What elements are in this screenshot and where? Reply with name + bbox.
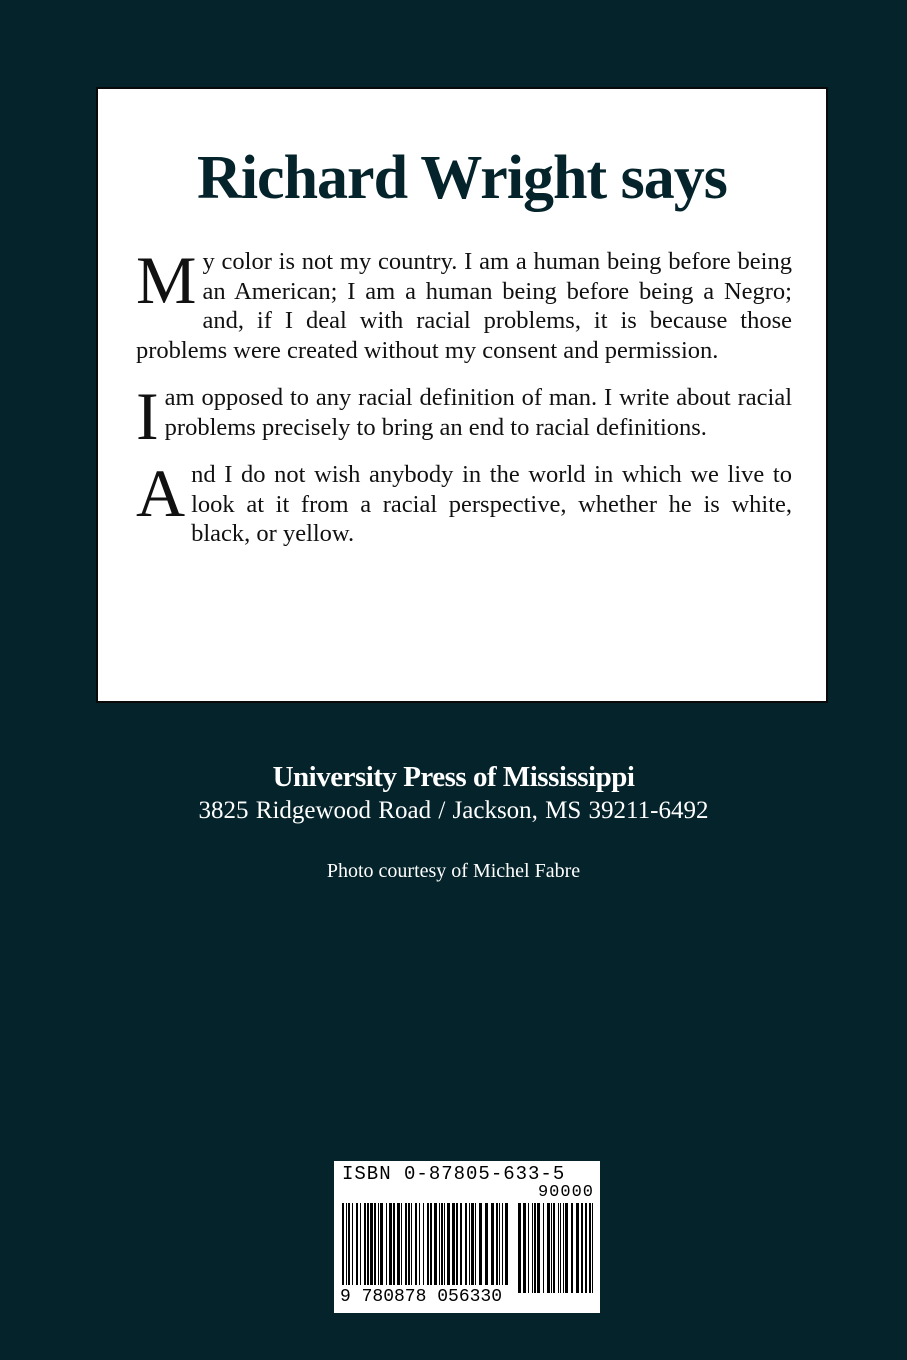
barcode-bar — [393, 1203, 395, 1285]
quote-paragraph-2 — [136, 378, 792, 454]
paragraph-text: am opposed to any racial definition of man. I write about racial problems precisely to bring an end to racial definitions. — [164, 384, 792, 441]
barcode-bar — [465, 1203, 467, 1285]
quote-title: Richard Wright says — [197, 144, 727, 212]
barcode-bar — [441, 1203, 443, 1285]
barcode-bar — [378, 1203, 379, 1285]
addon-barcode-bars — [518, 1203, 594, 1293]
barcode-bar — [485, 1203, 488, 1285]
barcode-bar — [352, 1203, 353, 1285]
dropcap-letter: I — [136, 378, 159, 454]
barcode-bar — [496, 1203, 498, 1285]
price-code-label: 90000 — [537, 1183, 594, 1202]
barcode-bar — [534, 1203, 536, 1293]
barcode-bar — [346, 1203, 347, 1285]
barcode-bar — [415, 1203, 417, 1285]
barcode-bar — [547, 1203, 550, 1293]
barcode-bar — [444, 1203, 445, 1285]
quote-paragraph-1 — [136, 242, 792, 365]
barcode-bar — [560, 1203, 561, 1293]
barcode-bar — [439, 1203, 440, 1285]
barcode-bar — [360, 1203, 361, 1285]
barcode-bar — [592, 1203, 593, 1293]
publisher-block — [0, 760, 907, 827]
barcode-bar — [565, 1203, 568, 1293]
barcode-bar — [589, 1203, 591, 1293]
barcode-bar — [427, 1203, 429, 1285]
paragraph-text: nd I do not wish anybody in the world in which we live to look at it from a racial perspective, whether he is white, black, or yellow. — [191, 461, 792, 547]
quote-paragraph-3 — [136, 455, 792, 549]
barcode-bar — [518, 1203, 521, 1293]
isbn-label: ISBN 0-87805-633-5 — [342, 1163, 566, 1185]
barcode-bar — [342, 1203, 344, 1285]
barcode-bar — [551, 1203, 552, 1293]
barcode-bar — [505, 1203, 508, 1285]
barcode-bar — [452, 1203, 455, 1285]
barcode-bar — [475, 1203, 476, 1285]
ean-barcode-bars — [342, 1203, 510, 1285]
barcode-bar — [563, 1203, 564, 1293]
barcode-bar — [447, 1203, 450, 1285]
ean-digits-label: 9 780878 056330 — [340, 1287, 503, 1307]
barcode-bar — [370, 1203, 373, 1285]
barcode-bar — [380, 1203, 383, 1285]
barcode-bar — [558, 1203, 559, 1293]
barcode-bar — [491, 1203, 494, 1285]
barcode-bar — [571, 1203, 573, 1293]
paragraph-text: y color is not my country. I am a human being before being an American; I am a human being before being a Negro; and, if I deal with racial problems, it is because those problems were created without my consent and permission. — [136, 248, 792, 364]
barcode-bar — [364, 1203, 366, 1285]
barcode-bar — [356, 1203, 358, 1285]
barcode-bar — [581, 1203, 583, 1293]
barcode-bar — [386, 1203, 387, 1285]
barcode-bar — [471, 1203, 474, 1285]
barcode-bar — [543, 1203, 544, 1293]
barcode-bar — [434, 1203, 437, 1285]
barcode-bar — [479, 1203, 482, 1285]
barcode-bar — [397, 1203, 400, 1285]
barcode-bar — [456, 1203, 458, 1285]
barcode-bar — [367, 1203, 369, 1285]
barcode-bar — [430, 1203, 432, 1285]
barcode-bar — [585, 1203, 587, 1293]
barcode-bar — [553, 1203, 555, 1293]
publisher-name: University Press of Mississippi — [272, 761, 635, 793]
isbn-barcode — [334, 1161, 600, 1313]
barcode-bar — [502, 1203, 503, 1285]
dropcap-letter: M — [136, 242, 197, 318]
photo-credit: Photo courtesy of Michel Fabre — [326, 860, 581, 882]
barcode-bar — [408, 1203, 410, 1285]
barcode-bar — [532, 1203, 533, 1293]
barcode-bar — [374, 1203, 376, 1285]
barcode-bar — [401, 1203, 402, 1285]
barcode-bar — [523, 1203, 526, 1293]
barcode-bar — [576, 1203, 579, 1293]
barcode-bar — [469, 1203, 470, 1285]
barcode-bar — [528, 1203, 529, 1293]
barcode-bar — [405, 1203, 407, 1285]
barcode-bar — [499, 1203, 500, 1285]
quote-box — [96, 87, 828, 703]
barcode-bar — [411, 1203, 412, 1285]
barcode-bar — [537, 1203, 540, 1293]
dropcap-letter: A — [136, 455, 186, 531]
barcode-bar — [423, 1203, 424, 1285]
barcode-bar — [389, 1203, 392, 1285]
quote-paragraphs — [136, 242, 792, 567]
barcode-bar — [348, 1203, 350, 1285]
publisher-address: 3825 Ridgewood Road / Jackson, MS 39211-6492 — [198, 796, 709, 824]
barcode-bar — [460, 1203, 462, 1285]
barcode-bar — [419, 1203, 420, 1285]
